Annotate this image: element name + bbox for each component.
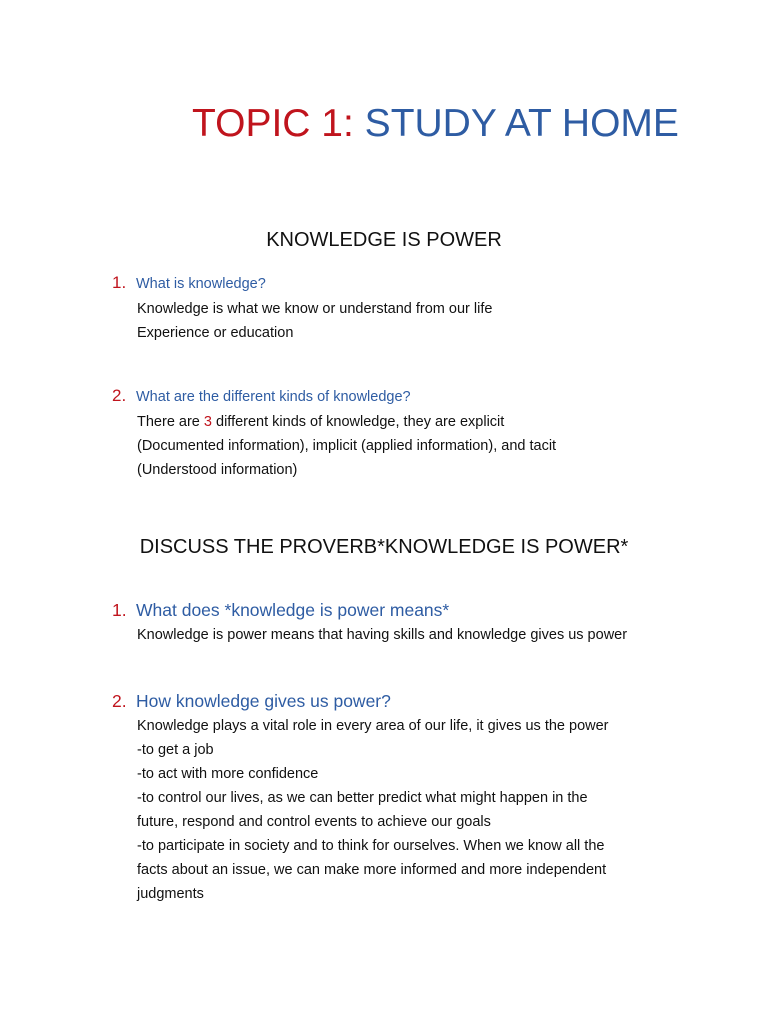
answer-line: -to act with more confidence [137,766,319,782]
answer-text: There are [137,414,204,430]
question-line [112,597,712,623]
question-number: 1. [112,600,127,620]
section-heading-discuss-proverb: DISCUSS THE PROVERB*KNOWLEDGE IS POWER* [139,536,629,558]
answer-line: -to get a job [137,742,214,758]
question-line [112,688,712,714]
question-block-4 [112,688,712,906]
answer [112,410,712,482]
answer-number: 3 [203,414,212,430]
answer-line: judgments [137,886,204,902]
page-title [0,96,768,152]
section-heading-knowledge-is-power: KNOWLEDGE IS POWER [266,229,502,251]
question-line [112,383,712,410]
answer-line: Knowledge is power means that having skills and knowledge gives us power [137,627,628,643]
answer-line: Knowledge plays a vital role in every area of our life, it gives us the power [137,718,609,734]
answer-line: -to participate in society and to think for ourselves. When we know all the [137,838,605,854]
question-text: What are the different kinds of knowledge? [136,389,411,405]
title-separator: : [343,102,354,145]
question-text: What does *knowledge is power means* [136,600,450,620]
answer [112,714,712,906]
answer-line: -to control our lives, as we can better predict what might happen in the [137,790,588,806]
answer-line: future, respond and control events to achieve our goals [137,814,491,830]
question-line [112,270,712,297]
answer-line: facts about an issue, we can make more informed and more independent [137,862,607,878]
answer-line [137,410,712,434]
answer-line: Knowledge is what we know or understand from our life [137,301,493,317]
question-text: What is knowledge? [136,276,266,292]
question-block-1 [112,270,712,345]
title-topic: TOPIC 1 [192,102,343,145]
answer-line: (Documented information), implicit (applied information), and tacit [137,438,557,454]
question-number: 2. [112,386,127,405]
answer [112,297,712,345]
answer-line: (Understood information) [137,462,298,478]
answer-line: Experience or education [137,325,294,341]
question-text: How knowledge gives us power? [136,691,391,711]
answer-text: different kinds of knowledge, they are explicit [211,414,505,430]
question-block-3 [112,597,712,647]
question-number: 1. [112,273,127,292]
question-block-2 [112,383,712,482]
question-number: 2. [112,691,127,711]
title-subject: STUDY AT HOME [353,102,679,145]
answer [112,623,712,647]
